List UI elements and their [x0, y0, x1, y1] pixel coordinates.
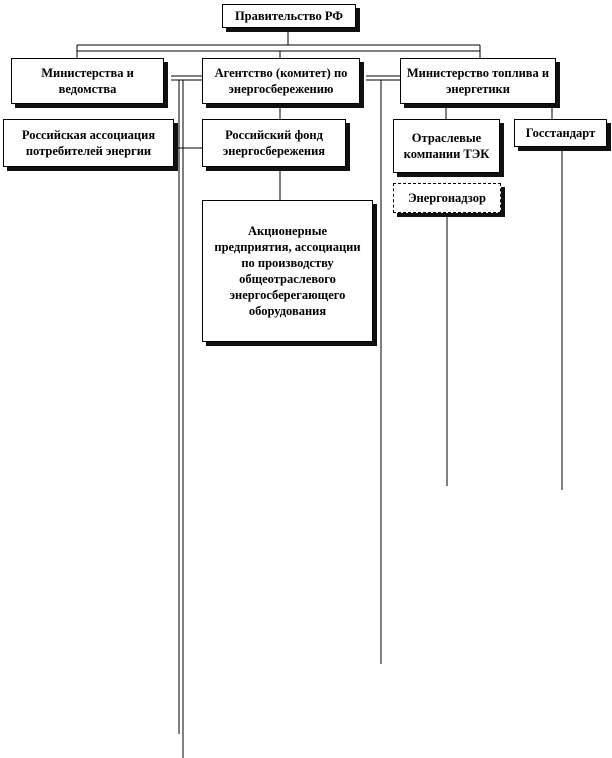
joint-stock-label: Акционерные предприятия, ассоциации по производству общеотраслевого энергосберегающего оборудования [214, 224, 361, 318]
fuel-companies-box [393, 119, 500, 173]
fuel-ministry-box [400, 58, 556, 104]
fuel-ministry-label: Министерство топлива и энергетики [406, 66, 550, 96]
energonadzor-label: Энергонадзор [408, 191, 486, 205]
consumers-association-box [3, 119, 174, 167]
agency-label: Агентство (комитет) по энергосбережению [214, 66, 348, 96]
ministries-box [11, 58, 164, 104]
gosstandart-label: Госстандарт [525, 126, 596, 140]
government-label: Правительство РФ [234, 9, 344, 23]
government-box [222, 4, 356, 28]
energonadzor-box [393, 183, 501, 213]
agency-box [202, 58, 360, 104]
consumers-association-label: Российская ассоциация потребителей энергии [21, 128, 156, 158]
energy-fund-label: Российский фонд энергосбережения [222, 128, 326, 158]
gosstandart-box [514, 119, 607, 147]
energy-fund-box [202, 119, 346, 167]
ministries-label: Министерства и ведомства [41, 66, 134, 96]
fuel-companies-label: Отраслевые компании ТЭК [403, 131, 490, 161]
joint-stock-box [202, 200, 373, 342]
